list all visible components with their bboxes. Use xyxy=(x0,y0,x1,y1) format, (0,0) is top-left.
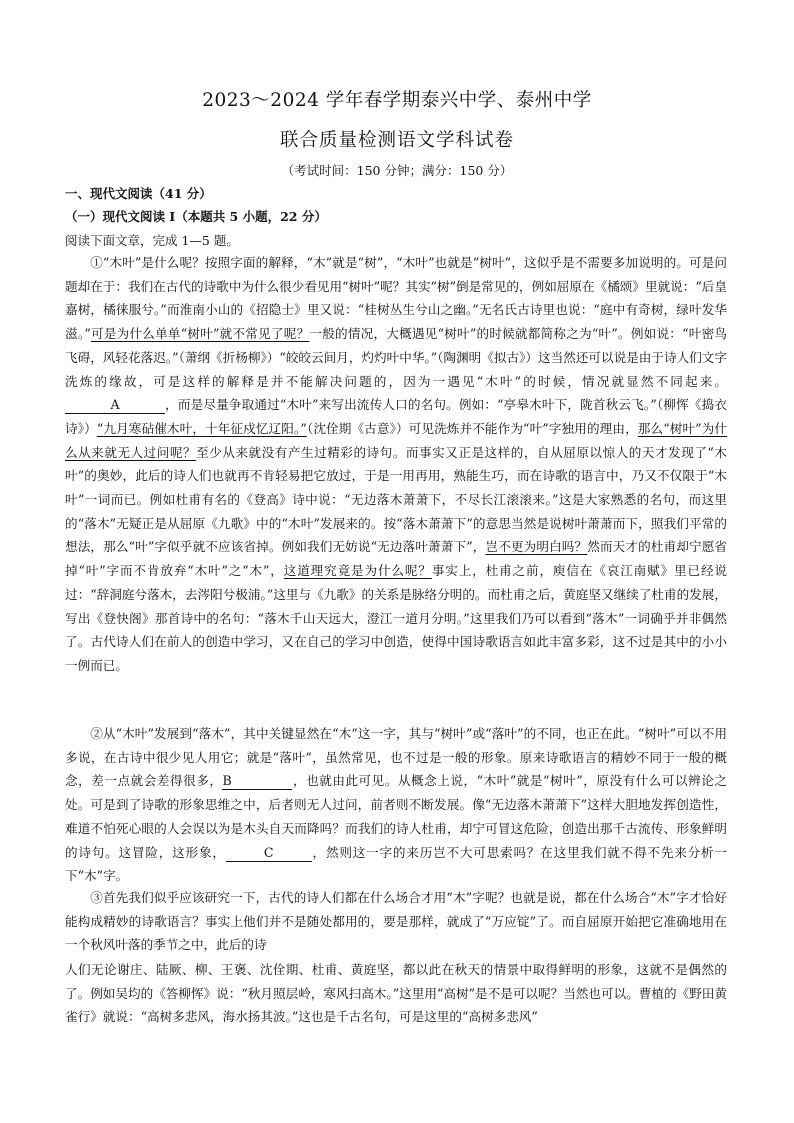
blank-b: B xyxy=(222,773,292,790)
p1-text-4: （沈佺期《古意》）可见洗炼并不能作为“叶”字独用的理由， xyxy=(306,420,638,436)
paragraph-2 xyxy=(65,722,727,888)
p1-underlined-question-1: 可是为什么单单“树叶”就不常见了呢？ xyxy=(90,326,310,342)
p2-text-3: ，然则这一字的来历岂不大可思索吗？在这里我们就不得不先来分析一下“木”字。 xyxy=(65,844,728,884)
p1-underlined-question-3: 岂不更为明白吗？ xyxy=(485,539,588,555)
p2-text-2: ，也就由此可见。从概念上说，“木叶”就是“树叶”，原没有什么可以辨论之处。可是到了诗歌的形象思维之中，后者则无人过问，前者则不断发展。像“无边落木萧萧下”这样大胆地发挥创造性，难道不怕死心眼的人会误以为是木头自天而降吗？而我们的诗人杜甫，却宁可冒这危险，创造出那千古流传、形象鲜明的诗句。这冒险，这形象， xyxy=(65,773,727,860)
paragraph-3 xyxy=(65,886,727,957)
reading-instruction: 阅读下面文章，完成 1—5 题。 xyxy=(65,233,239,248)
blank-a: A xyxy=(65,397,165,414)
exam-title-line2: 联合质量检测语文学科试卷 xyxy=(279,130,514,151)
p1-text-6: 然而天才的杜甫却宁愿省掉“叶”字而不肯放弃“木叶”之“木”， xyxy=(65,539,728,579)
p2-text-1: ②从“木叶”发展到“落木”，其中关键显然在“木”这一字，其与“树叶”或“落叶”的不同，也正在此。“树叶”可以不用多说，在古诗中很少见人用它；就是“落叶”，虽然常见，也不过是一般的形象。原来诗歌语言的精妙不同于一般的概念，差一点就会差得很多， xyxy=(65,726,727,789)
p1-text-7: 事实上，杜甫之前，庾信在《哀江南赋》里已经说过：“辞洞庭兮落木，去涔阳兮极浦。”这里与《九歌》的关系是脉络分明的。而杜甫之后，黄庭坚又继续了杜甫的发展，写出《登快阁》那首诗中的名句：“落木千山天远大，澄江一道月分明。”这里我们乃可以看到“落木”一词确乎并非偶然了。古代诗人们在前人的创造中学习，又在自己的学习中创造，使得中国诗歌语言如此丰富多彩，这不过是其中的小小一例而已。 xyxy=(65,563,728,673)
p1-underlined-question-2: 那么“树叶”为什么从来就无人过问呢？ xyxy=(65,420,728,460)
section-heading: 一、现代文阅读（41 分） xyxy=(65,186,212,201)
p1-underlined-quote: “九月寒砧催木叶，十年征戍忆辽阳。” xyxy=(96,420,307,436)
paragraph-3-continued xyxy=(65,958,727,1029)
blank-c: C xyxy=(226,845,312,862)
p1-text-5: 至少从来就没有产生过精彩的诗句。而事实又正是这样的，自从屈原以惊人的天才发现了“木叶”的奥妙，此后的诗人们也就再不肯轻易把它放过，于是一用再用，熟能生巧，而在诗歌的语言中，乃又不仅限于“木叶”一词而已。例如杜甫有名的《登高》诗中说：“无边落木萧萧下，不尽长江滚滚来。”这是大家熟悉的名句，而这里的“落木”无疑正是从屈原《九歌》中的“木叶”发展来的。按“落木萧萧下”的意思当然是说树叶萧萧而下，照我们平常的想法，那么“叶”字似乎就不应该省掉。例如我们无妨说“无边落叶萧萧下”， xyxy=(65,444,727,555)
p3-text-1: ③首先我们似乎应该研究一下，古代的诗人们都在什么场合才用“木”字呢？也就是说，都在什么场合“木”字才恰好能构成精妙的诗歌语言？事实上他们并不是随处都用的，要是那样，就成了“万应锭”了。而自屈原开始把它准确地用在一个秋风叶落的季节之中，此后的诗 xyxy=(65,890,727,953)
p1-text-1: ①“木叶”是什么呢？按照字面的解释，“木”就是“树”，“木叶”也就是“树叶”，这似乎是不需要多加说明的。可是问题却在于：我们在古代的诗歌中为什么很少看见用“树叶”呢？其实“树”倒是常见的，例如屈原在《橘颂》里就说：“后皇嘉树，橘徕服兮。”而淮南小山的《招隐士》里又说：“桂树丛生兮山之幽。”无名氏古诗里也说：“庭中有奇树，绿叶发华滋。” xyxy=(65,255,727,342)
subsection-heading: （一）现代文阅读 I（本题共 5 小题，22 分） xyxy=(65,209,327,224)
p3-text-2: 人们无论谢庄、陆厥、柳、王褒、沈佺期、杜甫、黄庭坚，都以此在秋天的情景中取得鲜明的形象，这就不是偶然的了。例如吴均的《答柳恽》说：“秋月照层岭，寒风扫高木。”这里用“高树”是不是可以呢？当然也可以。曹植的《野田黄雀行》就说：“高树多悲风，海水扬其波。”这也是千古名句，可是这里的“高树多悲风” xyxy=(65,962,727,1025)
exam-info: （考试时间：150 分钟；满分：150 分） xyxy=(281,163,513,178)
p1-text-3: ，而是尽量争取通过“木叶”来写出流传人口的名句。例如：“亭皋木叶下，陇首秋云飞。”（柳恽《捣衣诗》） xyxy=(65,397,727,436)
exam-title-line1: 2023～2024 学年春学期泰兴中学、泰州中学 xyxy=(202,90,592,111)
p1-text-2: 一般的情况，大概遇见“树叶”的时候就都简称之为“叶”。例如说：“叶密鸟飞碍，风轻花落迟。”（萧纲《折杨柳》）“皎皎云间月，灼灼叶中华。”（陶渊明《拟古》）这当然还可以说是由于诗人们文字洗炼的缘故，可是这样的解释是并不能解决问题的，因为一遇见“木叶”的时候，情况就显然不同起来。 xyxy=(65,326,727,389)
paragraph-1 xyxy=(65,251,727,678)
p1-underlined-question-4: 这道理究竟是为什么呢？ xyxy=(283,563,432,579)
